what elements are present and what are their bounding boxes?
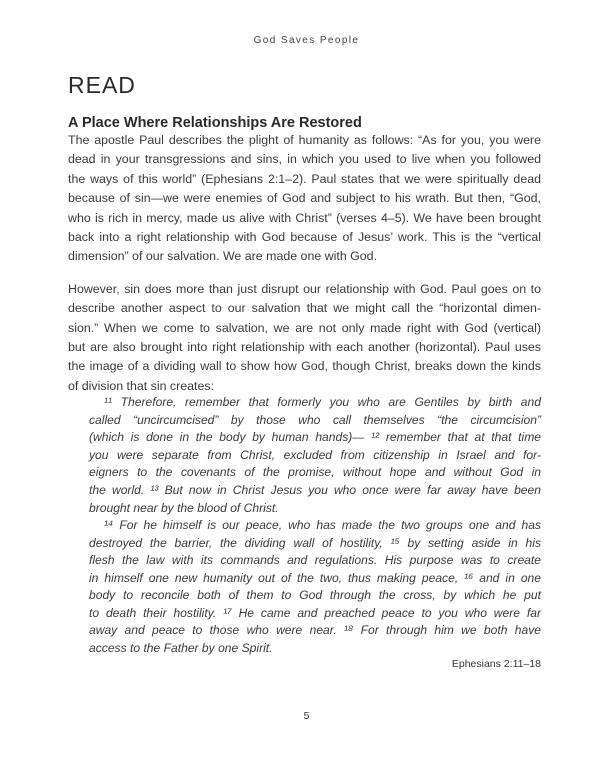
paragraph-line: who is rich in mercy, made us alive with Christ” (verses 4–5). We have been brought: [68, 210, 541, 225]
scripture-quote-line: access to the Father by one Spirit.: [89, 640, 273, 655]
scripture-quote-line: body to reconcile both of them to God through the cross, by which he put: [89, 588, 541, 602]
scripture-quote-line: destroyed the barrier, the dividing wall of hostility, ¹⁵ by setting aside in his: [89, 535, 541, 550]
scripture-quote-line: flesh the law with its commands and regulations. His purpose was to create: [89, 553, 541, 567]
scripture-quote-line: ¹⁴ For he himself is our peace, who has made the two groups one and has: [104, 518, 541, 532]
page-number: 5: [303, 710, 310, 722]
scripture-quote-line: ¹¹ Therefore, remember that formerly you who are Gentiles by birth and: [104, 395, 541, 409]
section-title: READ: [68, 72, 136, 98]
paragraph-line: However, sin does more than just disrupt our relationship with God. Paul goes on to: [68, 282, 541, 296]
paragraph-line: of division that sin creates:: [68, 378, 215, 393]
paragraph-line: the ways of this world” (Ephesians 2:1–2). Paul states that we were spiritually dead: [68, 171, 541, 186]
scripture-quote-line: brought near by the blood of Christ.: [89, 500, 279, 515]
paragraph-line: dimension” of our salvation. We are made one with God.: [68, 249, 378, 264]
paragraph-line: describe another aspect to our salvation that we might call the “horizontal dimen-: [68, 301, 541, 316]
scripture-quote-line: (which is done in the body by human hands)— ¹² remember that at that time: [89, 430, 541, 445]
paragraph-line: back into a right relationship with God because of Jesus’ work. This is the “vertical: [68, 230, 541, 244]
paragraph-line: The apostle Paul describes the plight of humanity as follows: “As for you, you were: [68, 133, 541, 147]
scripture-quote-line: eigners to the covenants of the promise, without hope and without God in: [89, 465, 541, 480]
running-header: God Saves People: [253, 35, 360, 46]
paragraph-line: the image of a dividing wall to show how God, though Christ, breaks down the kinds: [68, 359, 541, 374]
scripture-quote-line: the world. ¹³ But now in Christ Jesus you who once were far away have been: [89, 483, 541, 497]
paragraph-line: sion.” When we come to salvation, we are not only made right with God (vertical): [68, 320, 541, 335]
scripture-quote-line: called “uncircumcised” by those who call themselves “the circumcision”: [89, 412, 541, 427]
paragraph-line: dead in your transgressions and sins, in which you used to live when you followed: [68, 152, 541, 167]
scripture-quote-line: away and peace to those who were near. ¹⁸ For through him we both have: [89, 623, 541, 637]
subheading: A Place Where Relationships Are Restored: [68, 115, 362, 131]
paragraph-line: but are also brought into right relationship with each another (horizontal). Paul uses: [68, 339, 541, 354]
scripture-quote-line: you were separate from Christ, excluded from citizenship in Israel and for-: [89, 447, 541, 462]
scripture-quote-line: in himself one new humanity out of the two, thus making peace, ¹⁶ and in one: [89, 570, 541, 585]
scripture-quote-line: to death their hostility. ¹⁷ He came and preached peace to you who were far: [89, 605, 541, 620]
scripture-reference: Ephesians 2:11–18: [451, 658, 541, 670]
paragraph-line: because of sin—we were enemies of God and subject to his wrath. But then, “God,: [68, 191, 541, 206]
